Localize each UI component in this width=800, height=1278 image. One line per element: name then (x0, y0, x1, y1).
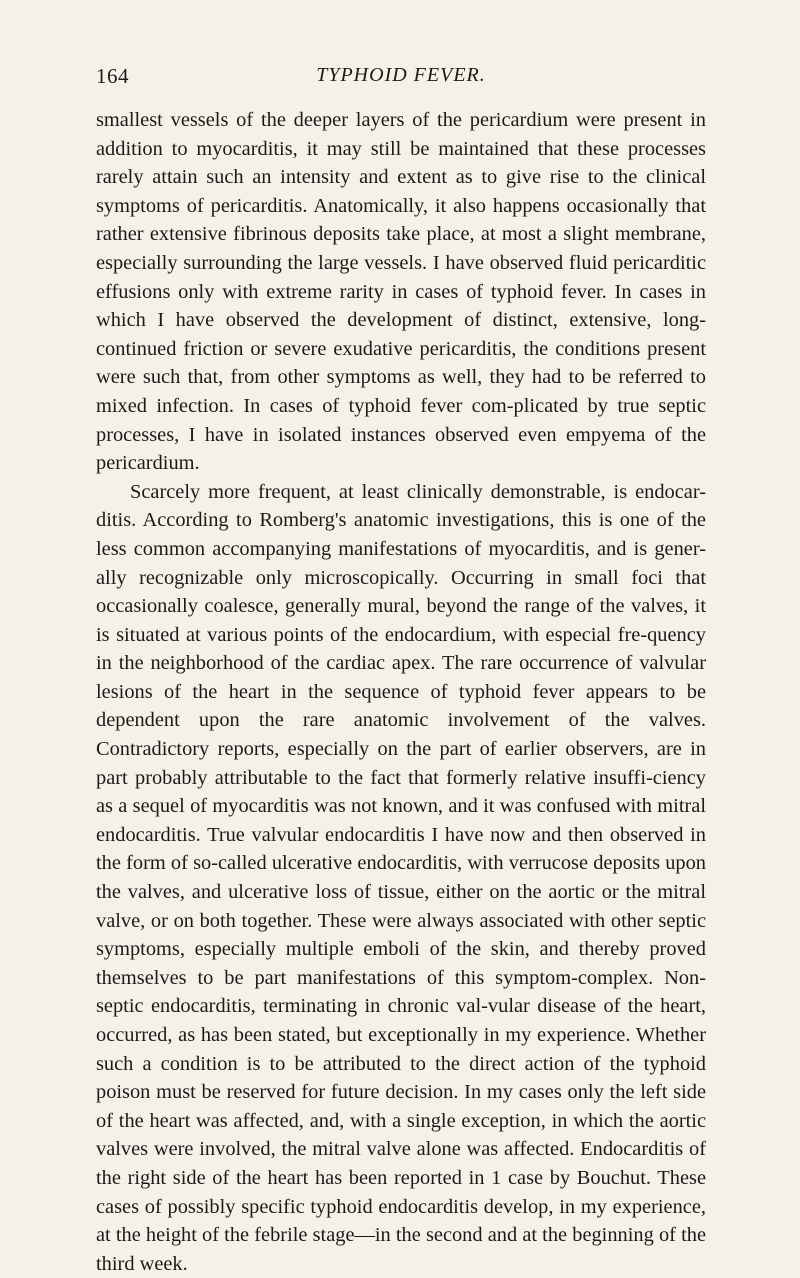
paragraph-continued: smallest vessels of the deeper layers of the pericardium were present in addition to myocarditis, it may still be maintained that these processes rarely attain such an intensity and extent as to give rise to the clinical symptoms of pericarditis. Anatomically, it also happens occasionally that rather extensive fibrinous deposits take place, at most a slight membrane, especially surrounding the large vessels. I have observed fluid pericarditic effusions only with extreme rarity in cases of typhoid fever. In cases in which I have observed the development of distinct, extensive, long-continued friction or severe exudative pericarditis, the conditions present were such that, from other symptoms as well, they had to be referred to mixed infection. In cases of typhoid fever com-plicated by true septic processes, I have in isolated instances observed even empyema of the pericardium. (96, 109, 706, 475)
page-header (96, 64, 706, 94)
body-text (96, 106, 706, 1278)
running-title: TYPHOID FEVER. (316, 64, 486, 86)
paragraph-endocarditis: Scarcely more frequent, at least clinically demonstrable, is endocar-ditis. According to Romberg's anatomic investigations, this is one of the less common accompanying manifestations of myocarditis, and is gener-ally recognizable only microscopically. Occurring in small foci that occasionally coalesce, generally mural, beyond the range of the valves, it is situated at various points of the endocardium, with especial fre-quency in the neighborhood of the cardiac apex. The rare occurrence of valvular lesions of the heart in the sequence of typhoid fever appears to be dependent upon the rare anatomic involvement of the valves. Contradictory reports, especially on the part of earlier observers, are in part probably attributable to the fact that formerly relative insuffi-ciency as a sequel of myocarditis was not known, and it was confused with mitral endocarditis. True valvular endocarditis I have now and then observed in the form of so-called ulcerative endocarditis, with verrucose deposits upon the valves, and ulcerative loss of tissue, either on the aortic or the mitral valve, or on both together. These were always associated with other septic symptoms, especially multiple emboli of the skin, and thereby proved themselves to be part manifestations of this symptom-complex. Non-septic endocarditis, terminating in chronic val-vular disease of the heart, occurred, as has been stated, but exceptionally in my experience. Whether such a condition is to be attributed to the direct action of the typhoid poison must be reserved for future decision. In my cases only the left side of the heart was affected, and, with a single exception, in which the aortic valves were involved, the mitral valve alone was affected. Endocarditis of the right side of the heart has been reported in 1 case by Bouchut. These cases of possibly specific typhoid endocarditis develop, in my experience, at the height of the febrile stage—in the second and at the beginning of the third week. (96, 480, 706, 1275)
page-number: 164 (96, 64, 129, 88)
